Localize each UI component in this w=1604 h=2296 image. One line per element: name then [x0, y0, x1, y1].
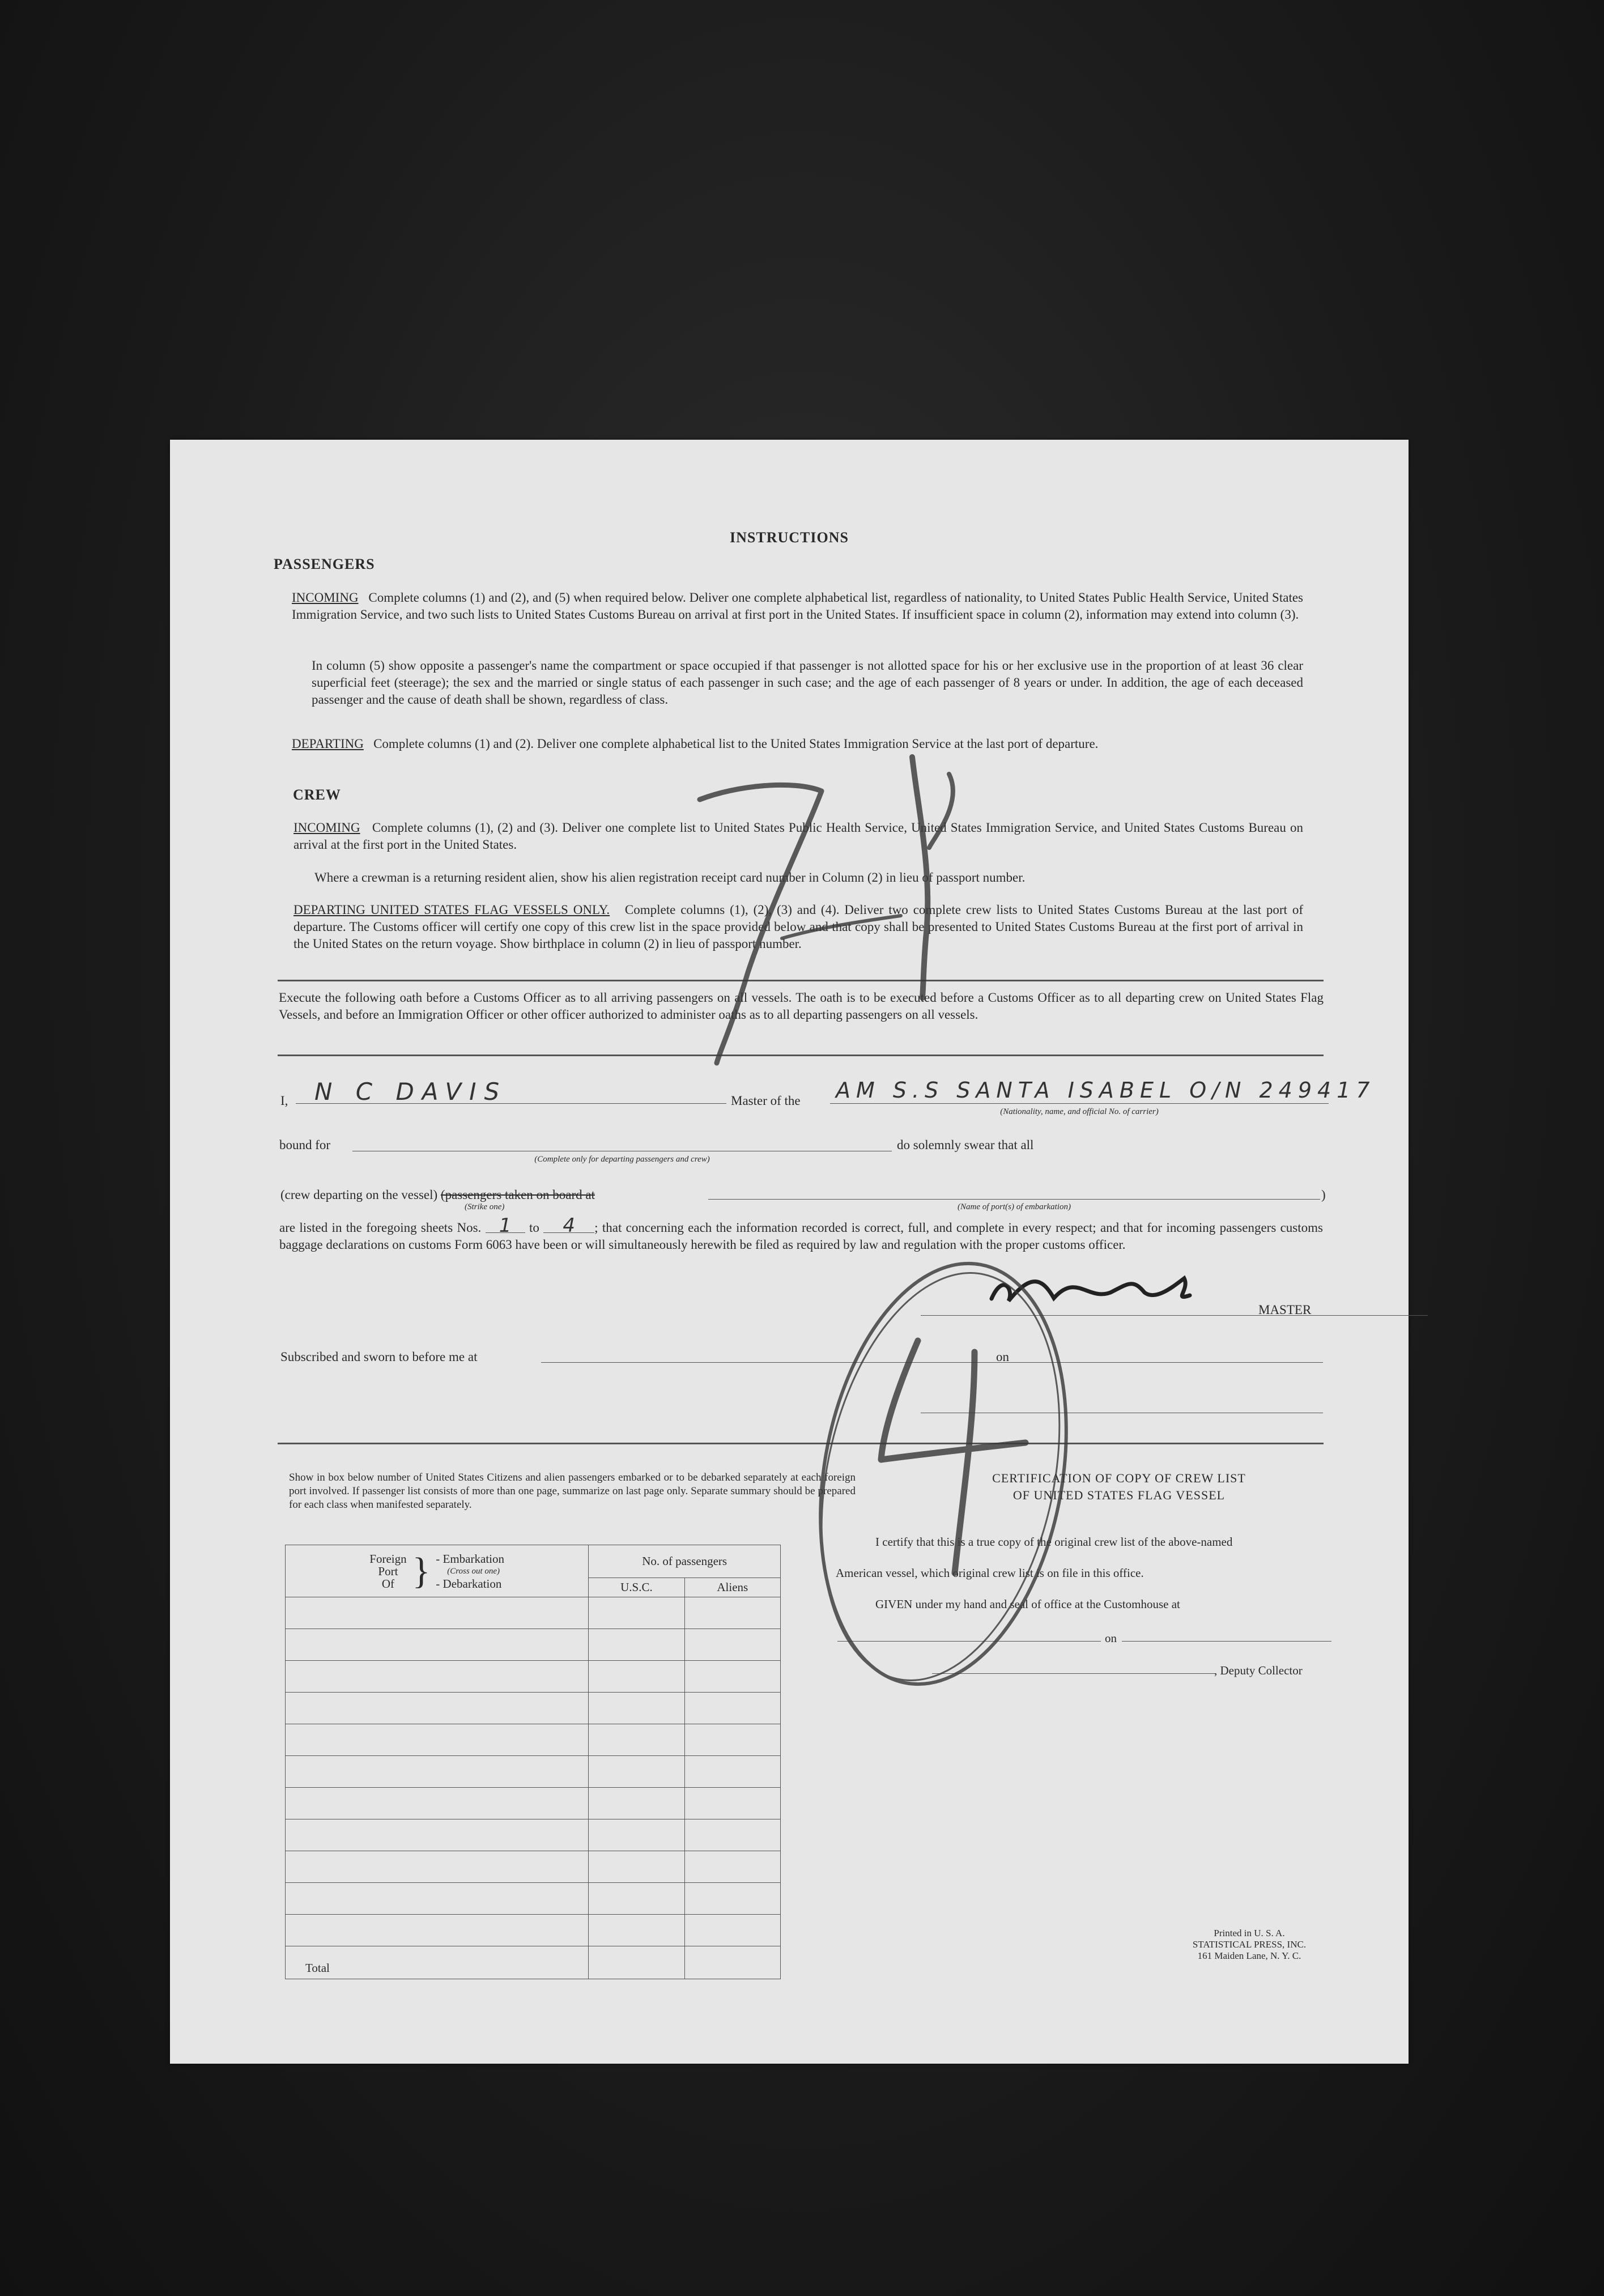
vessel-caption: (Nationality, name, and official No. of carrier) [1000, 1107, 1159, 1116]
passengers-incoming-section [292, 589, 1303, 623]
usc-cell[interactable] [589, 1693, 684, 1724]
usc-cell[interactable] [589, 1851, 684, 1883]
crew-departing-label: DEPARTING UNITED STATES FLAG VESSELS ONLY. [293, 903, 610, 917]
listed-text: ; that concerning each the information recorded is correct, full, and complete in every respect; and that for incoming passengers customs baggage declarations on customs Form 6063 have been or will simultaneously herewith be filed as required by law and regulation with the proper customs officer. [279, 1221, 1323, 1252]
master-of-label: Master of the [731, 1094, 801, 1108]
crew-departing-text: Complete columns (1), (2), (3) and (4). Deliver two complete crew lists to United States Customs Bureau at the last port of departure. The Customs officer will certify one copy of this crew list in the space provided below and that copy shall be presented to United States Customs Bureau at the first port of arrival in the United States on the return voyage. Show birthplace in column (2) in lieu of passport number. [293, 903, 1303, 951]
port-cell[interactable] [286, 1915, 589, 1946]
port-cell[interactable] [286, 1693, 589, 1724]
port-cell[interactable] [286, 1629, 589, 1661]
foreign-port-of-label: Foreign Port Of [369, 1551, 407, 1591]
master-name-line [296, 1103, 726, 1104]
master-label: MASTER [1258, 1303, 1312, 1317]
total-usc-cell[interactable] [589, 1946, 684, 1979]
printer-imprint: Printed in U. S. A. STATISTICAL PRESS, INC. 161 Maiden Lane, N. Y. C. [1192, 1928, 1307, 1961]
usc-cell[interactable] [589, 1915, 684, 1946]
summary-instruction: Show in box below number of United States Citizens and alien passengers embarked or to be debarked separately at each foreign port involved. If passenger list consists of more than one page, summarize on last page only. Separate summary should be prepared for each class when manifested separately. [289, 1472, 856, 1511]
crew-departing-section [293, 902, 1303, 953]
table-row [286, 1915, 781, 1946]
given-text: GIVEN under my hand and seal of office at the Customhouse at [875, 1597, 1180, 1611]
usc-cell[interactable] [589, 1788, 684, 1819]
usc-cell[interactable] [589, 1597, 684, 1629]
aliens-cell[interactable] [684, 1788, 780, 1819]
aliens-cell[interactable] [684, 1661, 780, 1693]
passengers-incoming-text: Complete columns (1) and (2), and (5) when required below. Deliver one complete alphabetical list, regardless of nationality, to United States Public Health Service, United States Immigration Service, and two such lists to United States Customs Bureau on arrival at first port in the United States. If insufficient space in column (2), information may extend into column (3). [292, 590, 1304, 622]
document-page [170, 440, 1409, 2064]
usc-cell[interactable] [589, 1756, 684, 1788]
foreign-port-header [286, 1545, 589, 1597]
oath-instruction-text: Execute the following oath before a Customs Officer as to all arriving passengers on all vessels. The oath is to be executed before a Customs Officer as to all departing crew on United States Flag Vessels, and before an Immigration Officer or other officer authorized to administer oaths as to all departing passengers on all vessels. [279, 990, 1324, 1022]
port-cell[interactable] [286, 1661, 589, 1693]
aliens-cell[interactable] [684, 1724, 780, 1756]
usc-cell[interactable] [589, 1661, 684, 1693]
crew-incoming-section [293, 819, 1303, 853]
bound-for-caption: (Complete only for departing passengers and crew) [534, 1155, 710, 1164]
passengers-departing-section [292, 735, 1303, 752]
brace-glyph: } [412, 1550, 431, 1592]
vessel-handwritten: AM S.S SANTA ISABEL O/N 249417 [836, 1078, 1376, 1103]
table-row [286, 1629, 781, 1661]
certification-title: CERTIFICATION OF COPY OF CREW LIST OF UNITED STATES FLAG VESSEL [992, 1471, 1246, 1502]
aliens-cell[interactable] [684, 1629, 780, 1661]
port-line [708, 1199, 1320, 1200]
aliens-cell[interactable] [684, 1851, 780, 1883]
swear-label: do solemnly swear that all [897, 1138, 1034, 1152]
sheet-to-handwritten: 4 [543, 1219, 594, 1233]
master-signature-line [921, 1315, 1428, 1316]
strike-choice [280, 1187, 595, 1204]
no-of-passengers-header: No. of passengers [589, 1545, 781, 1578]
table-row [286, 1693, 781, 1724]
usc-cell[interactable] [589, 1819, 684, 1851]
usc-cell[interactable] [589, 1724, 684, 1756]
cert-date-line [1122, 1641, 1331, 1642]
subscribed-date-line [1014, 1362, 1323, 1363]
sheet-from-handwritten: 1 [486, 1219, 525, 1233]
aliens-cell[interactable] [684, 1883, 780, 1915]
deputy-collector-label: , Deputy Collector [1214, 1664, 1303, 1677]
master-signature [992, 1278, 1190, 1301]
deputy-signature-line [932, 1673, 1215, 1674]
american-vessel-text: American vessel, which original crew list is on file in this office. [836, 1566, 1144, 1580]
passengers-struck-option: (passengers taken on board at [440, 1188, 595, 1202]
passengers-incoming-label: INCOMING [292, 590, 359, 605]
listed-label: are listed in the foregoing sheets Nos. [279, 1221, 482, 1235]
aliens-cell[interactable] [684, 1597, 780, 1629]
total-aliens-cell[interactable] [684, 1946, 780, 1979]
divider-rule [278, 1443, 1324, 1444]
port-cell[interactable] [286, 1819, 589, 1851]
close-paren: ) [1321, 1188, 1326, 1202]
listed-paragraph [279, 1214, 1323, 1253]
port-caption: (Name of port(s) of embarkation) [958, 1202, 1071, 1211]
aliens-cell[interactable] [684, 1915, 780, 1946]
port-cell[interactable] [286, 1851, 589, 1883]
certify-text: I certify that this is a true copy of the original crew list of the above-named [875, 1535, 1233, 1549]
table-row [286, 1788, 781, 1819]
table-row [286, 1819, 781, 1851]
port-cell[interactable] [286, 1756, 589, 1788]
table-row [286, 1883, 781, 1915]
passengers-departing-text: Complete columns (1) and (2). Deliver one complete alphabetical list to the United States Immigration Service at the last port of departure. [373, 737, 1099, 751]
total-label: Total [286, 1946, 589, 1979]
table-row [286, 1851, 781, 1883]
crew-incoming-label: INCOMING [293, 820, 360, 835]
strike-caption: (Strike one) [465, 1202, 505, 1211]
crew-incoming-text: Complete columns (1), (2) and (3). Deliver one complete list to United States Public Health Service, United States Immigration Service, and United States Customs Bureau on arrival at the first port in the United States. [293, 820, 1303, 852]
crew-resident-text: Where a crewman is a returning resident alien, show his alien registration receipt card number in Column (2) in lieu of passport number. [314, 870, 1026, 885]
cert-on-label: on [1105, 1631, 1117, 1645]
port-cell[interactable] [286, 1883, 589, 1915]
usc-header: U.S.C. [589, 1578, 684, 1597]
embarkation-option: - Embarkation [436, 1551, 504, 1566]
aliens-cell[interactable] [684, 1819, 780, 1851]
table-row [286, 1724, 781, 1756]
cross-out-caption: (Cross out one) [447, 1566, 500, 1576]
passengers-column5-text: In column (5) show opposite a passenger's name the compartment or space occupied if that passenger is not allotted space for his or her exclusive use in the proportion of at least 36 clear superficial feet (steerage); the sex and the married or single status of each passenger in such case; and the age of each passenger of 8 years or under. In addition, the age of each deceased passenger and the cause of death shall be shown, regardless of class. [312, 658, 1303, 707]
subscribed-on-label: on [996, 1350, 1009, 1364]
table-row [286, 1756, 781, 1788]
aliens-cell[interactable] [684, 1693, 780, 1724]
divider-rule [278, 1055, 1324, 1056]
vessel-line [830, 1103, 1329, 1104]
passenger-summary-table [285, 1545, 781, 1979]
table-row [286, 1661, 781, 1693]
crew-heading: CREW [293, 786, 341, 803]
summary-rows [286, 1597, 781, 1946]
port-cell[interactable] [286, 1788, 589, 1819]
port-cell[interactable] [286, 1724, 589, 1756]
customhouse-line [837, 1641, 1101, 1642]
port-cell[interactable] [286, 1597, 589, 1629]
oath-i-label: I, [280, 1094, 288, 1108]
usc-cell[interactable] [589, 1629, 684, 1661]
to-label: to [529, 1221, 539, 1235]
subscribed-label: Subscribed and sworn to before me at [280, 1350, 478, 1364]
crew-departing-option: (crew departing on the vessel) [280, 1188, 438, 1202]
divider-rule [278, 980, 1324, 981]
debarkation-option: - Debarkation [436, 1576, 502, 1591]
passengers-departing-label: DEPARTING [292, 737, 364, 751]
page-title: INSTRUCTIONS [730, 529, 849, 546]
aliens-cell[interactable] [684, 1756, 780, 1788]
table-row [286, 1597, 781, 1629]
passengers-heading: PASSENGERS [274, 556, 375, 572]
aliens-header: Aliens [684, 1578, 780, 1597]
bound-for-label: bound for [279, 1138, 331, 1152]
usc-cell[interactable] [589, 1883, 684, 1915]
master-name-handwritten: N C DAVIS [314, 1078, 508, 1106]
